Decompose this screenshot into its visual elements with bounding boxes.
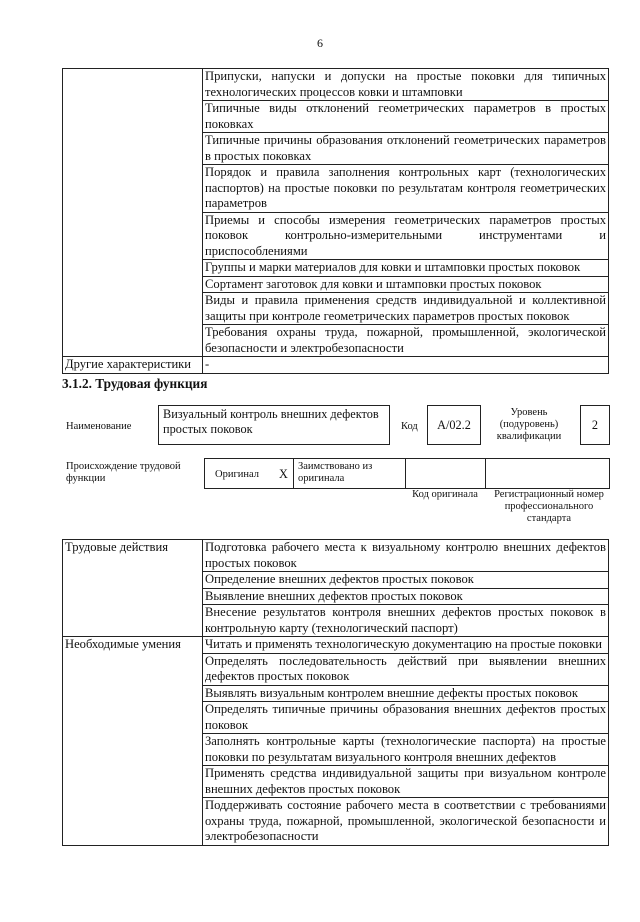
skill-item: Выявлять визуальным контролем внешние дефекты простых поковок xyxy=(203,685,609,702)
page-number: 6 xyxy=(317,36,323,50)
section-label: Необходимые умения xyxy=(63,637,203,846)
name-label: Наименование xyxy=(66,421,132,432)
original-mark: X xyxy=(279,467,288,481)
action-item: Выявление внешних дефектов простых поковок xyxy=(203,588,609,605)
skill-item: Применять средства индивидуальной защиты при визуальном контроле внешних дефектов простых поковок xyxy=(203,766,609,798)
original-label: Оригинал xyxy=(215,469,259,480)
knowledge-item: Сортамент заготовок для ковки и штамповки простых поковок xyxy=(203,276,609,293)
table-row xyxy=(63,540,609,572)
knowledge-item: Виды и правила применения средств индивидуальной и коллективной защиты при контроле геометрических параметров простых поковок xyxy=(203,293,609,325)
knowledge-item: Приемы и способы измерения геометрических параметров простых поковок контрольно-измерительными инструментами и приспособлениями xyxy=(203,212,609,260)
knowledge-item: Типичные причины образования отклонений геометрических параметров в простых поковках xyxy=(203,133,609,165)
function-table xyxy=(62,539,609,846)
table-row xyxy=(63,357,609,374)
origin-label: Происхождение трудовой функции xyxy=(66,461,181,484)
skill-item: Определять последовательность действий при выявлении внешних дефектов простых поковок xyxy=(203,653,609,685)
other-characteristics-value: - xyxy=(203,357,609,374)
action-item: Определение внешних дефектов простых поковок xyxy=(203,572,609,589)
knowledge-item: Порядок и правила заполнения контрольных карт (технологических паспортов) на простые поковки по результатам контроля геометрических параметров xyxy=(203,165,609,213)
name-value: Визуальный контроль внешних дефектов простых поковок xyxy=(158,405,390,445)
divider xyxy=(485,459,486,488)
level-label: Уровень (подуровень) квалификации xyxy=(496,407,562,442)
section-heading: 3.1.2. Трудовая функция xyxy=(62,376,208,391)
skill-item: Заполнять контрольные карты (технологические паспорта) на простые поковки по результатам визуального контроля внешних дефектов xyxy=(203,734,609,766)
skill-item: Поддерживать состояние рабочего места в соответствии с требованиями охраны труда, пожарной, промышленной, экологической безопасности и электробезопасности xyxy=(203,798,609,846)
divider xyxy=(293,459,294,488)
action-item: Внесение результатов контроля внешних дефектов простых поковок в контрольную карту (технологический паспорт) xyxy=(203,605,609,637)
borrowed-label: Заимствовано из оригинала xyxy=(298,461,373,484)
code-value: А/02.2 xyxy=(427,405,481,445)
table-row xyxy=(63,69,609,101)
skill-item: Определять типичные причины образования внешних дефектов простых поковок xyxy=(203,702,609,734)
code-original-label: Код оригинала xyxy=(412,489,478,500)
section-label: Трудовые действия xyxy=(63,540,203,637)
divider xyxy=(405,459,406,488)
table-row xyxy=(63,637,609,654)
knowledge-item: Припуски, напуски и допуски на простые поковки для типичных технологических процессов ковки и штамповки xyxy=(203,69,609,101)
other-characteristics-label: Другие характеристики xyxy=(63,357,203,374)
skill-item: Читать и применять технологическую документацию на простые поковки xyxy=(203,637,609,654)
origin-table xyxy=(204,458,610,489)
reg-number-label: Регистрационный номер профессионального стандарта xyxy=(494,489,604,524)
knowledge-item: Типичные виды отклонений геометрических параметров в простых поковках xyxy=(203,101,609,133)
knowledge-table xyxy=(62,68,609,374)
code-label: Код xyxy=(401,421,418,432)
knowledge-item: Требования охраны труда, пожарной, промышленной, экологической безопасности и электробезопасности xyxy=(203,325,609,357)
row-label xyxy=(63,69,203,357)
action-item: Подготовка рабочего места к визуальному контролю внешних дефектов простых поковок xyxy=(203,540,609,572)
level-value: 2 xyxy=(580,405,610,445)
knowledge-item: Группы и марки материалов для ковки и штамповки простых поковок xyxy=(203,260,609,277)
